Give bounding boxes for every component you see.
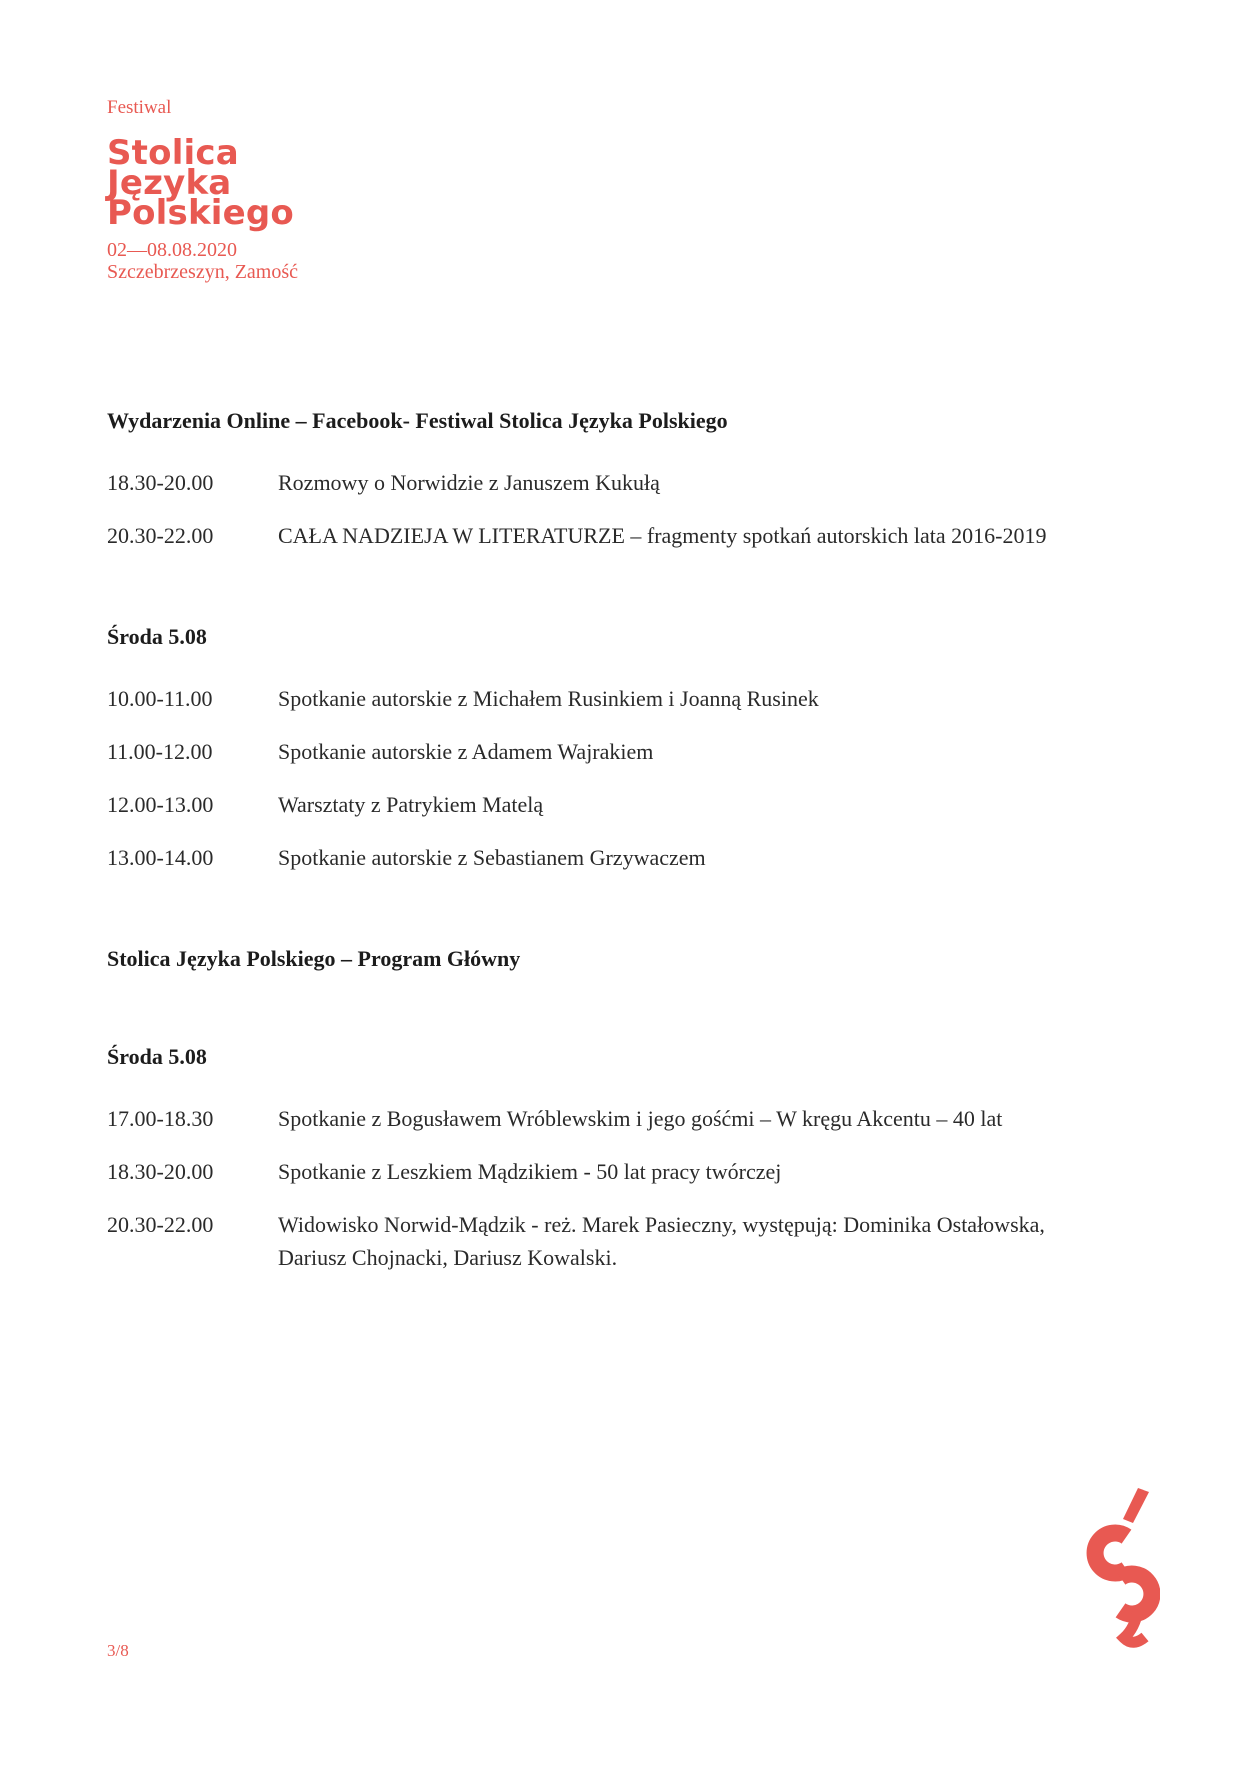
festival-meta <box>107 239 1105 283</box>
event-title: Widowisko Norwid-Mądzik - reż. Marek Pasieczny, występują: Dominika Ostałowska, Dariusz Chojnacki, Dariusz Kowalski. <box>278 1212 1045 1270</box>
event-time: 13.00-14.00 <box>107 845 214 870</box>
program-sections <box>107 408 1105 1274</box>
festival-location: Szczebrzeszyn, Zamość <box>107 261 299 283</box>
festival-dates: 02—08.08.2020 <box>107 239 237 261</box>
festival-logo-line-3: Polskiego <box>107 193 294 233</box>
event-row <box>107 519 1105 552</box>
event-title: Spotkanie autorskie z Michałem Rusinkiem i Joanną Rusinek <box>278 686 819 711</box>
event-time: 18.30-20.00 <box>107 470 214 495</box>
event-title: Spotkanie autorskie z Sebastianem Grzywaczem <box>278 845 706 870</box>
event-time: 20.30-22.00 <box>107 523 214 548</box>
event-row <box>107 466 1105 499</box>
event-time: 12.00-13.00 <box>107 792 214 817</box>
program-section <box>107 1044 1105 1274</box>
page-number: 3/8 <box>107 1641 129 1660</box>
event-row <box>107 841 1105 874</box>
program-section <box>107 946 1105 972</box>
program-section <box>107 408 1105 552</box>
event-title: Rozmowy o Norwidzie z Januszem Kukułą <box>278 470 660 495</box>
festival-logo-title <box>107 133 1105 233</box>
festival-header <box>107 97 1105 283</box>
event-row <box>107 1208 1105 1274</box>
event-row <box>107 1155 1105 1188</box>
section-heading: Stolica Języka Polskiego – Program Główny <box>107 946 521 971</box>
event-time: 18.30-20.00 <box>107 1159 214 1184</box>
festival-logo-line-1: Stolica <box>107 133 239 173</box>
section-heading: Środa 5.08 <box>107 1044 207 1069</box>
event-list <box>107 466 1105 552</box>
event-title: Spotkanie z Bogusławem Wróblewskim i jego gośćmi – W kręgu Akcentu – 40 lat <box>278 1106 1003 1131</box>
festival-kicker: Festiwal <box>107 97 172 118</box>
event-title: Spotkanie autorskie z Adamem Wajrakiem <box>278 739 654 764</box>
event-title: CAŁA NADZIEJA W LITERATURZE – fragmenty spotkań autorskich lata 2016-2019 <box>278 523 1047 548</box>
festival-logo-line-2: Języka <box>107 163 232 203</box>
event-title: Warsztaty z Patrykiem Matelą <box>278 792 544 817</box>
program-section <box>107 624 1105 874</box>
page-content <box>107 0 1105 1294</box>
event-title: Spotkanie z Leszkiem Mądzikiem - 50 lat pracy twórczej <box>278 1159 782 1184</box>
section-heading: Wydarzenia Online – Facebook- Festiwal Stolica Języka Polskiego <box>107 408 728 433</box>
event-row <box>107 1102 1105 1135</box>
event-list <box>107 1102 1105 1274</box>
event-time: 10.00-11.00 <box>107 686 213 711</box>
s-acute-with-ogonek-monogram-icon <box>1086 1486 1160 1658</box>
event-time: 20.30-22.00 <box>107 1212 214 1237</box>
event-row <box>107 682 1105 715</box>
event-time: 17.00-18.30 <box>107 1106 214 1131</box>
event-list <box>107 682 1105 874</box>
event-row <box>107 735 1105 768</box>
section-heading: Środa 5.08 <box>107 624 207 649</box>
event-row <box>107 788 1105 821</box>
event-time: 11.00-12.00 <box>107 739 213 764</box>
